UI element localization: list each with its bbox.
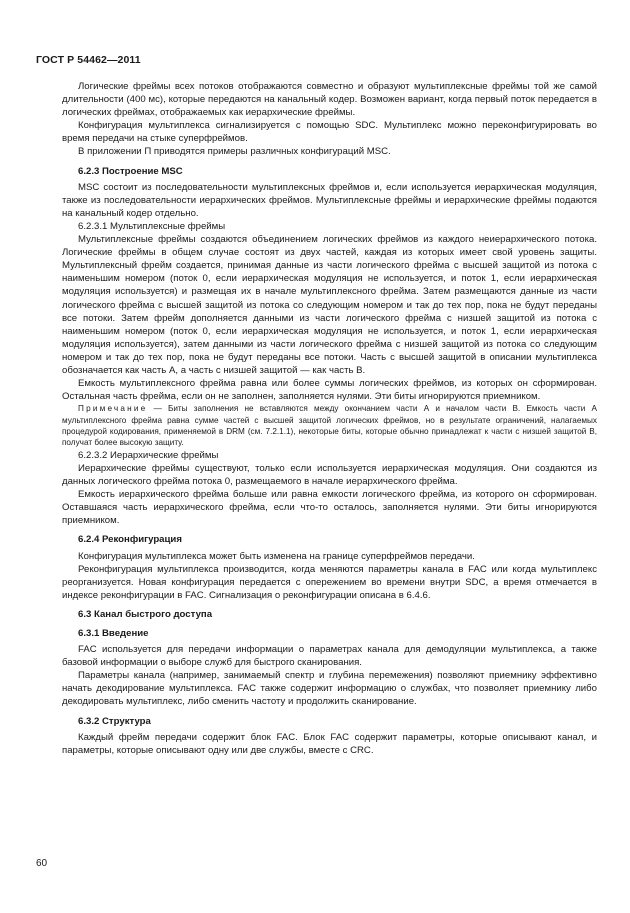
section-heading-6-3: 6.3 Канал быстрого доступа: [78, 608, 213, 620]
section-heading-6-3-1: 6.3.1 Введение: [78, 628, 149, 639]
paragraph: MSC состоит из последовательности мультиплексных фреймов и, если используется иерархическая модуляция, также из последовательности иерархических фреймов. Мультиплексные фреймы и иерархические фреймы подаются на канальный кодер отдельно.: [62, 181, 597, 219]
paragraph: Емкость мультиплексного фрейма равна или более суммы логических фреймов, из которых он сформирован. Остальная часть фрейма, если он не заполнен, заполняется нулями. Эти биты игнорируются приемником.: [62, 378, 597, 403]
paragraph: Конфигурация мультиплекса может быть изменена на границе суперфреймов передачи.: [78, 550, 475, 562]
paragraph: Каждый фрейм передачи содержит блок FAC. Блок FAC содержит параметры, которые описывают канал, и параметры, которые описывают одну или две службы, вместе с CRC.: [62, 731, 597, 756]
paragraph: Емкость иерархического фрейма больше или равна емкости логического фрейма, из которого он сформирован. Оставшаяся часть иерархического фрейма, если что-то осталось, заполняется нулями. Эти биты игнорируются приемником.: [62, 489, 597, 527]
section-heading-6-2-3: 6.2.3 Построение MSC: [78, 165, 183, 177]
paragraph: Логические фреймы всех потоков отображаются совместно и образуют мультиплексные фреймы той же самой длительности (400 мс), которые передаются на канальный кодер. Возможен вариант, когда первый поток передается в логических фреймах, отображаемых как иерархические фреймы.: [62, 81, 597, 119]
paragraph: Иерархические фреймы существуют, только если используется иерархическая модуляция. Они создаются из данных логического фрейма потока 0, размещаемого в начале иерархического фрейма.: [62, 462, 597, 488]
page-content: [62, 80, 597, 757]
subsection-heading-6-2-3-1: 6.2.3.1 Мультиплексные фреймы: [78, 220, 226, 232]
note-label: Примечание: [78, 404, 148, 414]
note-text: — Биты заполнения не вставляются между окончанием части А и началом части В. Емкость части А мультиплексного фрейма равна сумме частей с высшей защитой логических фреймов, но в результате ограничений, налагаемых процедурой кодирования, применяемой в DRM (см. 7.2.1.1), некоторые биты, которые обычно принадлежат к части с низшей защитой В, получат более высокую защиту.: [62, 404, 597, 448]
paragraph: FAC используется для передачи информации о параметрах канала для демодуляции мультиплекса, а также базовой информации о выборе служб для быстрого сканирования.: [62, 644, 597, 669]
paragraph: Мультиплексные фреймы создаются объединением логических фреймов из каждого неиерархического потока. Логические фреймы в общем случае состоят из двух частей, каждая из которых имеет свой уровень защиты. Мультиплексный фрейм создается, принимая данные из части логического фрейма с высшей защитой из потока с наименьшим номером (поток 0, если иерархическая модуляция не используется, и поток 1, если иерархическая модуляция используется) и размещая их в начале мультиплексного фрейма. Затем размещаются данные из части логического фрейма с высшей защитой из потока со следующим номером и так до тех пор, пока не будут переданы все потоки. Затем фрейм дополняется данными из части логического фрейма с низшей защитой из потока с наименьшим номером (поток 0, если иерархическая модуляция не используется, и поток 1, если иерархическая модуляция используется), затем данными из части логического фрейма с низшей защитой из потока со следующим номером и так до тех пор, пока не будут переданы все потоки. Часть с высшей защитой в описании мультиплекса обозначается как часть А, а часть с низшей защитой — как часть В.: [62, 234, 597, 376]
paragraph: Конфигурация мультиплекса сигнализируется с помощью SDC. Мультиплекс можно переконфигурировать во время передачи на стыке суперфреймов.: [62, 120, 597, 145]
section-heading-6-3-2: 6.3.2 Структура: [78, 715, 151, 727]
standard-header: ГОСТ Р 54462—2011: [36, 54, 141, 66]
note: [62, 403, 597, 449]
subsection-heading-6-2-3-2: 6.2.3.2 Иерархические фреймы: [78, 449, 219, 461]
page-number: 60: [36, 858, 48, 869]
paragraph: Параметры канала (например, занимаемый спектр и глубина перемежения) позволяют приемнику эффективно начать декодирование мультиплекса. FAC также содержит информацию о службах, что позволяет приемнику либо декодировать мультиплекс, либо сменить частоту и продолжить сканирование.: [62, 670, 597, 708]
section-heading-6-2-4: 6.2.4 Реконфигурация: [78, 534, 182, 546]
paragraph: В приложении П приводятся примеры различных конфигураций MSC.: [78, 146, 391, 158]
paragraph: Реконфигурация мультиплекса производится, когда меняются параметры канала в FAC или когда мультиплекс реорганизуется. Новая конфигурация передается с опережением во времени внутри SDC, а время отмечается в индексе реконфигурации в FAC. Сигнализация о реконфигурации описана в 6.4.6.: [62, 563, 597, 601]
